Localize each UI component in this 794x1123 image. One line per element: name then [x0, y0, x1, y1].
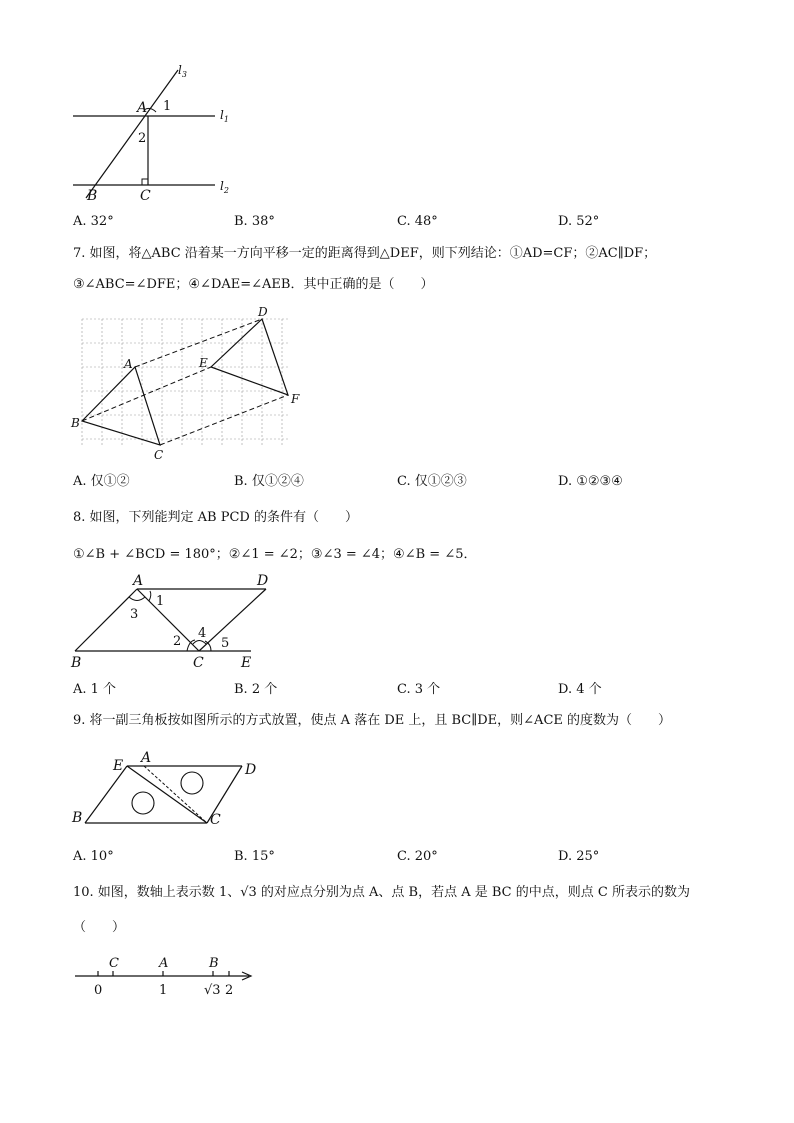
- label-two: 2: [225, 983, 234, 998]
- q7-stem-line1: 7. 如图，将△ABC 沿着某一方向平移一定的距离得到△DEF，则下列结论：①AD=CF；②AC∥DF；: [73, 246, 657, 261]
- q8-option-c[interactable]: C. 3 个: [397, 682, 441, 697]
- q6-option-a[interactable]: A. 32°: [73, 214, 114, 229]
- q7-option-b[interactable]: B. 仅①②④: [234, 474, 304, 489]
- label-c: C: [140, 188, 151, 204]
- label-sqrt3: √3: [204, 983, 221, 998]
- label-angle-2: 2: [173, 634, 182, 649]
- label-f: F: [291, 392, 300, 406]
- dashed-translation-lines: [82, 319, 288, 445]
- right-angle-mark: [142, 179, 148, 185]
- label-angle-3: 3: [130, 607, 139, 622]
- segment-ec: [127, 766, 207, 823]
- q7-stem-line2: ③∠ABC=∠DFE；④∠DAE=∠AEB．其中正确的是（ ）: [73, 277, 434, 292]
- q6-figure: [60, 58, 250, 208]
- q9-option-d[interactable]: D. 25°: [558, 849, 600, 864]
- label-e: E: [241, 655, 252, 671]
- label-a: A: [137, 100, 148, 116]
- label-angle-2: 2: [138, 131, 147, 146]
- segment-ab: [75, 589, 137, 651]
- triangle-hole-upper: [181, 772, 203, 794]
- q6-option-d[interactable]: D. 52°: [558, 214, 600, 229]
- q9-option-a[interactable]: A. 10°: [73, 849, 114, 864]
- line-l3: [86, 70, 178, 198]
- label-c: C: [109, 956, 119, 971]
- label-one: 1: [159, 983, 168, 998]
- q8-option-d[interactable]: D. 4 个: [558, 682, 602, 697]
- label-d: D: [258, 305, 268, 319]
- label-b: B: [71, 416, 80, 430]
- label-b: B: [72, 810, 83, 826]
- label-l2: $l_2$: [220, 179, 229, 195]
- label-a: A: [159, 956, 169, 971]
- q8-option-a[interactable]: A. 1 个: [73, 682, 117, 697]
- label-angle-5: 5: [221, 636, 230, 651]
- label-l3: $l_3$: [178, 63, 187, 79]
- label-b: B: [87, 188, 98, 204]
- label-e: E: [113, 758, 124, 774]
- grid: [82, 319, 289, 447]
- segment-ac: [137, 589, 199, 651]
- q10-stem-line2: （ ）: [73, 920, 126, 935]
- segment-cd: [199, 589, 266, 651]
- label-d: D: [245, 762, 257, 778]
- q6-option-c[interactable]: C. 48°: [397, 214, 438, 229]
- label-b: B: [209, 956, 219, 971]
- label-d: D: [257, 573, 269, 589]
- segment-ac-dashed: [144, 766, 207, 823]
- triangle-abc: [82, 367, 160, 445]
- q10-number-line: [65, 952, 265, 1000]
- triangle-hole-lower: [132, 792, 154, 814]
- label-a: A: [133, 573, 144, 589]
- q8-stem-line2: ①∠B + ∠BCD = 180°；②∠1 = ∠2；③∠3 = ∠4；④∠B = ∠5．: [73, 547, 477, 562]
- label-angle-1: 1: [156, 594, 165, 609]
- label-a: A: [141, 750, 152, 766]
- angle-arcs-c: [187, 640, 211, 651]
- segment-eb: [85, 766, 127, 823]
- triangle-def: [211, 319, 288, 395]
- q7-option-d[interactable]: D. ①②③④: [558, 474, 623, 489]
- q7-figure: [65, 300, 315, 465]
- q9-figure: [65, 742, 275, 837]
- q6-option-b[interactable]: B. 38°: [234, 214, 275, 229]
- q10-stem-line1: 10. 如图，数轴上表示数 1、√3 的对应点分别为点 A、点 B，若点 A 是 BC 的中点，则点 C 所表示的数为: [73, 885, 690, 900]
- label-c: C: [154, 448, 164, 462]
- label-e: E: [199, 356, 208, 370]
- q8-figure: [65, 568, 275, 673]
- q9-stem-line1: 9. 将一副三角板按如图所示的方式放置，使点 A 落在 DE 上，且 BC∥DE，则∠ACE 的度数为（ ）: [73, 713, 672, 728]
- label-b: B: [71, 655, 82, 671]
- q9-option-b[interactable]: B. 15°: [234, 849, 275, 864]
- label-angle-4: 4: [198, 626, 207, 641]
- q8-stem-line1: 8. 如图，下列能判定 AB PCD 的条件有（ ）: [73, 510, 358, 525]
- label-a: A: [124, 357, 133, 371]
- q7-option-c[interactable]: C. 仅①②③: [397, 474, 467, 489]
- q7-option-a[interactable]: A. 仅①②: [73, 474, 130, 489]
- label-c: C: [193, 655, 204, 671]
- label-zero: 0: [94, 983, 103, 998]
- label-l1: $l_1$: [220, 108, 229, 124]
- label-c: C: [210, 812, 221, 828]
- label-angle-1: 1: [163, 99, 172, 114]
- q9-option-c[interactable]: C. 20°: [397, 849, 438, 864]
- q8-option-b[interactable]: B. 2 个: [234, 682, 278, 697]
